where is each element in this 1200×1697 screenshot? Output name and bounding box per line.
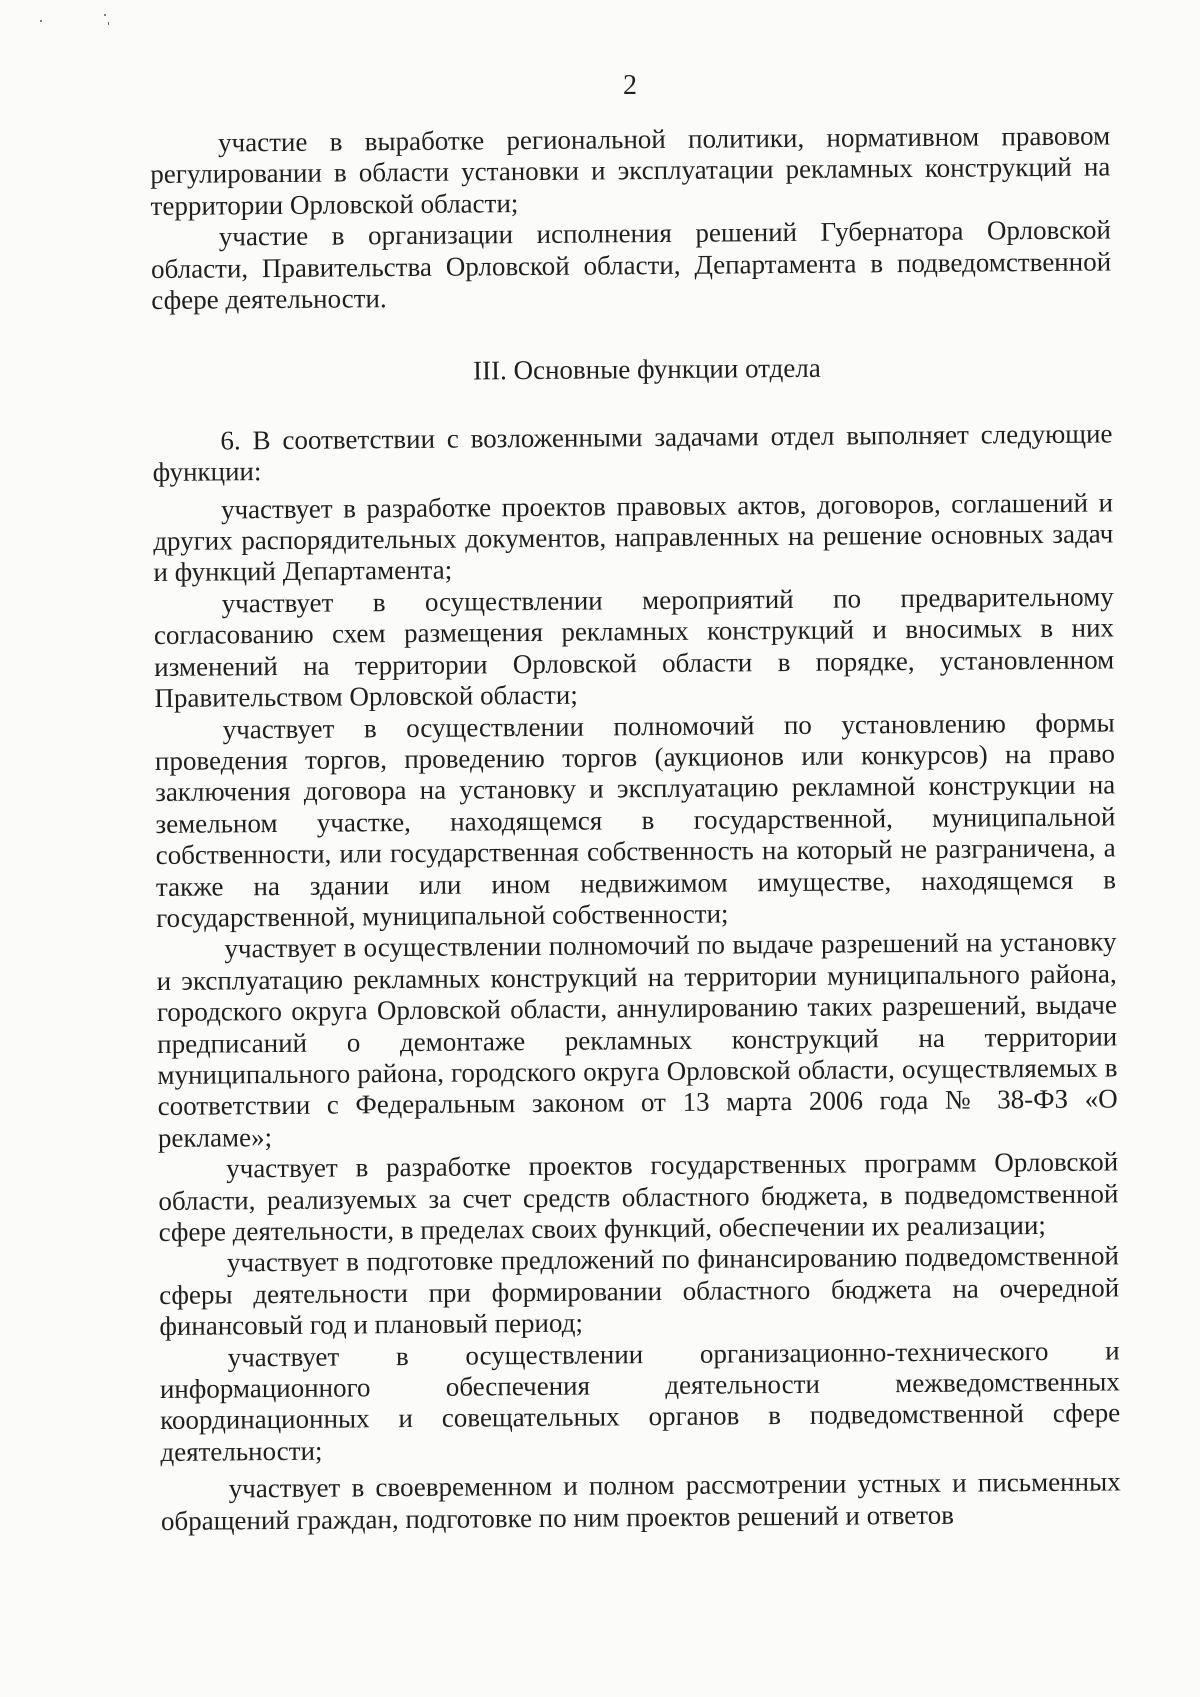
paragraph-function-programs: участвует в разработке проектов государственных программ Орловской области, реализуемых за счет средств областного бюджета, в подведомственной сфере деятельности, в пределах своих функций, обеспечении их реализации; — [158, 1146, 1119, 1247]
page-number: 2 — [623, 70, 637, 101]
scan-speck — [104, 14, 106, 16]
paragraph-function-appeals: участвует в своевременном и полном рассмотрении устных и письменных обращений граждан, подготовке по ним проектов решений и ответов — [160, 1466, 1121, 1536]
document-body — [150, 120, 1121, 1537]
paragraph-participation-decisions: участие в организации исполнения решений Губернатора Орловской области, Правительства Орловской области, Департамента в подведомственной сфере деятельности. — [150, 214, 1112, 316]
section-title: III. Основные функции отдела — [472, 353, 821, 386]
paragraph-function-legal-acts: участвует в разработке проектов правовых актов, договоров, соглашений и других распорядительных документов, направленных на решение основных задач и функций Департамента; — [153, 487, 1114, 588]
paragraph-function-coordination: участвует в осуществлении организационно-технического и информационного обеспечения деятельности межведомственных координационных и совещательных органов в подведомственной сфере деятельности; — [159, 1335, 1121, 1467]
paragraph-participation-policy: участие в выработке региональной политики, нормативном правовом регулировании в области установки и эксплуатации рекламных конструкций на территории Орловской области; — [150, 120, 1111, 221]
paragraph-function-schemes: участвует в осуществлении мероприятий по предварительному согласованию схем размещения рекламных конструкций и вносимых в них изменений на территории Орловской области в порядке, установленном Правительством Орловской области; — [153, 581, 1115, 714]
scan-speck — [108, 22, 109, 25]
paragraph-functions-intro: 6. В соответствии с возложенными задачами отдел выполняет следующие функции: — [152, 418, 1113, 488]
scan-speck — [40, 20, 42, 22]
paragraph-function-budget: участвует в подготовке предложений по финансированию подведомственной сферы деятельности при формировании областного бюджета на очередной финансовый год и плановый период; — [159, 1240, 1120, 1342]
paragraph-function-permits: участвует в осуществлении полномочий по выдаче разрешений на установку и эксплуатацию рекламных конструкций на территории муниципального района, городского округа Орловской области, аннулированию таких разрешений, выдаче предписаний о демонтаже рекламных конструкций на территории муниципального района, городского округа Орловской области, осуществляемых в соответствии с Федеральным законом от 13 марта 2006 года № 38-ФЗ «О рекламе»; — [156, 926, 1118, 1153]
paragraph-function-auctions: участвует в осуществлении полномочий по установлению формы проведения торгов, проведению торгов (аукционов или конкурсов) на право заключения договора на установку и эксплуатацию рекламной конструкции на земельном участке, находящемся в государственной, муниципальной собственности, или государственная собственность на который не разграничена, а также на здании или ином недвижимом имуществе, находящемся в государственной, муниципальной собственности; — [154, 706, 1117, 933]
